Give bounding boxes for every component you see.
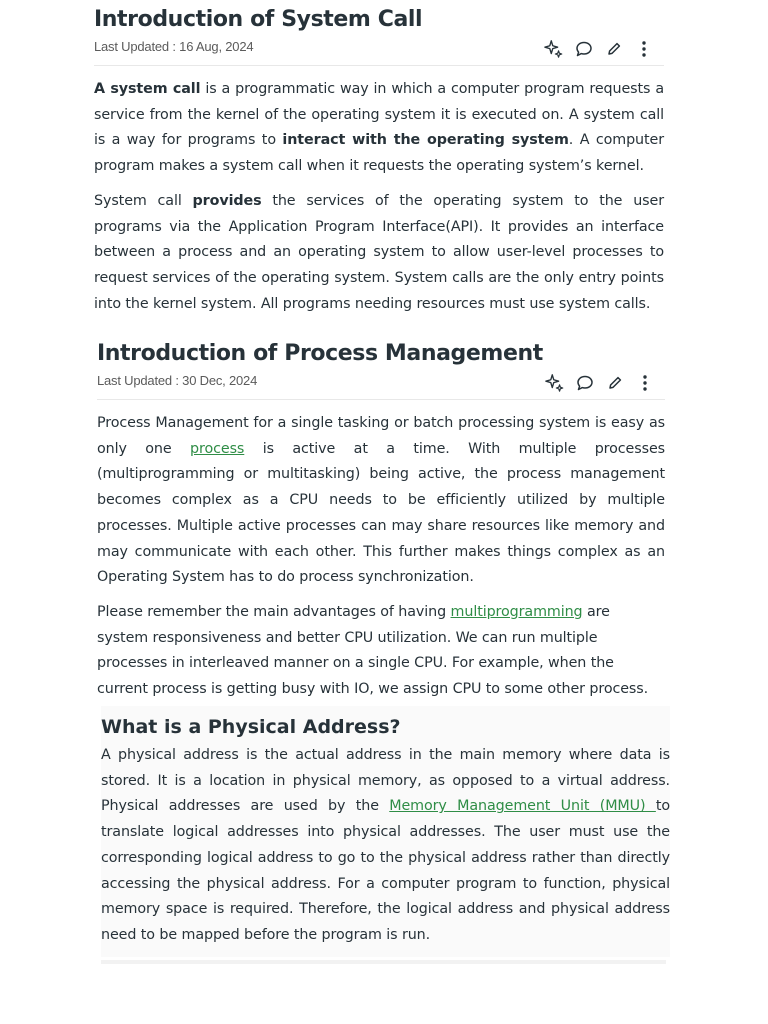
comment-icon[interactable] (575, 373, 595, 393)
edit-icon[interactable] (604, 39, 624, 59)
multiprogramming-link[interactable]: multiprogramming (450, 603, 583, 620)
text: Please remember the main advantages of having (97, 603, 451, 620)
edit-icon[interactable] (605, 373, 625, 393)
text: System call (94, 192, 193, 209)
section-heading: What is a Physical Address? (101, 716, 401, 738)
more-options-icon[interactable] (635, 373, 655, 393)
process-link[interactable]: process (190, 440, 245, 457)
last-updated: Last Updated : 16 Aug, 2024 (94, 39, 254, 54)
mmu-link[interactable]: Memory Management Unit (MMU) (389, 798, 656, 815)
paragraph (97, 411, 665, 591)
sparkle-icon[interactable] (544, 39, 564, 59)
paragraph (94, 77, 664, 180)
article-title: Introduction of Process Management (97, 341, 543, 366)
paragraph (101, 743, 670, 949)
article-meta (97, 369, 665, 400)
text: the services of the operating system to the user programs via the Application Program Interface(API). It provides an interface between a process and an operating system to allow user-level processes to request services of the operating system. System calls are the only entry points into the kernel system. All programs needing resources must use system calls. (94, 192, 664, 312)
text: is active at a time. With multiple processes (multiprogramming or multitasking) being active, the process management becomes complex as a CPU needs to be efficiently utilized by multiple processes. Multiple active processes can may share resources like memory and may communicate with each other. This further makes things complex as an Operating System has to do process synchronization. (97, 440, 665, 586)
bold-text: interact with the operating system (282, 132, 569, 149)
paragraph (94, 189, 664, 318)
article-tools (544, 39, 654, 59)
last-updated: Last Updated : 30 Dec, 2024 (97, 373, 258, 388)
divider (101, 960, 666, 964)
comment-icon[interactable] (574, 39, 594, 59)
article-meta (94, 35, 664, 66)
bold-text: provides (192, 192, 262, 209)
sparkle-icon[interactable] (545, 373, 565, 393)
text: to translate logical addresses into physical addresses. The user must use the corresponding logical address to go to the physical address rather than directly accessing the physical address. For a computer program to function, physical memory space is required. Therefore, the logical address and physical address need to be mapped before the program is run. (101, 798, 671, 943)
text: are system responsiveness and better CPU utilization. We can run multiple processes in interleaved manner on a single CPU. For example, when the current process is getting busy with IO, we assign CPU to some other process. (97, 603, 649, 698)
text: . A computer program makes a system call when it requests the operating system’s kernel. (94, 132, 664, 175)
article-system-call (0, 0, 768, 317)
article-process-management (0, 334, 768, 703)
bold-text: A system call (94, 81, 201, 97)
article-tools (545, 373, 655, 393)
text: A physical address is the actual address in the main memory where data is stored. It is a location in physical memory, as opposed to a virtual address. Physical addresses are used by the (101, 747, 670, 815)
text: is a programmatic way in which a computer program requests a service from the kernel of the operating system it is executed on. A system call is a way for programs to (94, 81, 664, 149)
article-physical-address (0, 706, 768, 957)
article-title: Introduction of System Call (94, 7, 423, 32)
text: Process Management for a single tasking or batch processing system is easy as only one (97, 415, 665, 457)
more-options-icon[interactable] (634, 39, 654, 59)
paragraph (97, 600, 665, 703)
